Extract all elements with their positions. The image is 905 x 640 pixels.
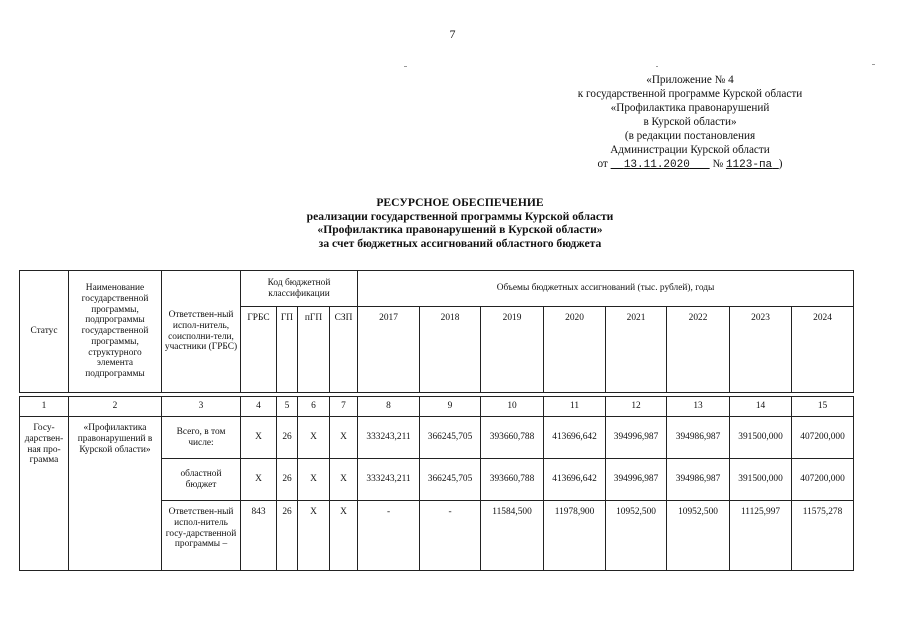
header-year: 2023 [730,307,792,393]
value-cell: 413696,642 [544,417,606,459]
program-name-cell: «Профилактика правонарушений в Курской области» [69,417,162,571]
header-year: 2019 [481,307,544,393]
annex-line: к государственной программе Курской области [577,88,803,100]
annex-line: «Профилактика правонарушений [610,102,770,114]
number-label: № [712,158,724,170]
header-executor: Ответствен-ный испол-нитель, соисполни-тели, участники (ГРБС) [162,271,241,393]
column-number: 5 [277,397,298,417]
code-cell: 26 [277,501,298,571]
header-volume-group: Объемы бюджетных ассигнований (тыс. рублей), годы [358,271,854,307]
title-line: реализации государственной программы Курской области [306,209,614,223]
header-status: Статус [20,271,69,393]
value-cell: 366245,705 [420,417,481,459]
code-cell: X [330,501,358,571]
scan-speck [404,66,407,67]
header-code: СЗП [330,307,358,393]
resource-table [19,270,854,571]
value-cell: 407200,000 [792,417,854,459]
code-cell: X [241,459,277,501]
header-year: 2020 [544,307,606,393]
closing-paren: ) [778,158,783,170]
column-number: 1 [20,397,69,417]
header-year: 2024 [792,307,854,393]
column-number: 4 [241,397,277,417]
header-code: пГП [298,307,330,393]
code-cell: 26 [277,417,298,459]
column-number: 10 [481,397,544,417]
executor-cell: Всего, в том числе: [162,417,241,459]
value-cell: - [358,501,420,571]
value-cell: 394986,987 [667,417,730,459]
code-cell: X [298,459,330,501]
value-cell: 391500,000 [730,459,792,501]
annex-block [540,73,840,172]
value-cell: 394996,987 [606,459,667,501]
column-number: 6 [298,397,330,417]
status-cell: Госу-дарствен-ная про-грамма [20,417,69,571]
code-cell: 26 [277,459,298,501]
decree-date: 13.11.2020 [623,159,690,171]
column-number: 2 [69,397,162,417]
value-cell: 393660,788 [481,459,544,501]
value-cell: 407200,000 [792,459,854,501]
value-cell: 11575,278 [792,501,854,571]
annex-line: в Курской области» [643,116,737,128]
value-cell: 11584,500 [481,501,544,571]
from-label: от [597,158,608,170]
code-cell: X [330,417,358,459]
column-number: 14 [730,397,792,417]
scan-speck [656,66,658,67]
annex-line: «Приложение № 4 [646,74,734,86]
value-cell: 394996,987 [606,417,667,459]
value-cell: 333243,211 [358,417,420,459]
annex-date-line [540,157,840,172]
column-number: 13 [667,397,730,417]
header-code: ГРБС [241,307,277,393]
column-number: 3 [162,397,241,417]
header-code-group: Код бюджетной классификации [241,271,358,307]
code-cell: X [298,417,330,459]
scan-speck [872,64,875,65]
value-cell: - [420,501,481,571]
column-number: 12 [606,397,667,417]
header-year: 2021 [606,307,667,393]
header-code: ГП [277,307,298,393]
code-cell: X [241,417,277,459]
code-cell: X [298,501,330,571]
annex-line: (в редакции постановления [624,130,756,142]
column-number-row [20,397,854,417]
annex-line: Администрации Курской области [610,144,770,156]
page-number: 7 [449,27,456,41]
value-cell: 394986,987 [667,459,730,501]
value-cell: 391500,000 [730,417,792,459]
header-name: Наименование государственной программы, подпрограммы государственной программы, структурного элемента подпрограммы [69,271,162,393]
table-row [20,417,854,459]
value-cell: 11978,900 [544,501,606,571]
title-line: за счет бюджетных ассигнований областного бюджета [318,236,602,250]
value-cell: 11125,997 [730,501,792,571]
executor-cell: Ответствен-ный испол-нитель госу-дарственной программы – [162,501,241,571]
code-cell: 843 [241,501,277,571]
header-year: 2018 [420,307,481,393]
column-number: 15 [792,397,854,417]
value-cell: 333243,211 [358,459,420,501]
value-cell: 393660,788 [481,417,544,459]
value-cell: 366245,705 [420,459,481,501]
value-cell: 10952,500 [667,501,730,571]
decree-number: 1123-па [725,159,773,171]
code-cell: X [330,459,358,501]
value-cell: 10952,500 [606,501,667,571]
header-year: 2017 [358,307,420,393]
document-title [190,196,730,250]
header-year: 2022 [667,307,730,393]
title-line: РЕСУРСНОЕ ОБЕСПЕЧЕНИЕ [376,196,544,209]
title-line: «Профилактика правонарушений в Курской области» [317,223,603,236]
column-number: 7 [330,397,358,417]
executor-cell: областной бюджет [162,459,241,501]
column-number: 9 [420,397,481,417]
column-number: 8 [358,397,420,417]
value-cell: 413696,642 [544,459,606,501]
column-number: 11 [544,397,606,417]
